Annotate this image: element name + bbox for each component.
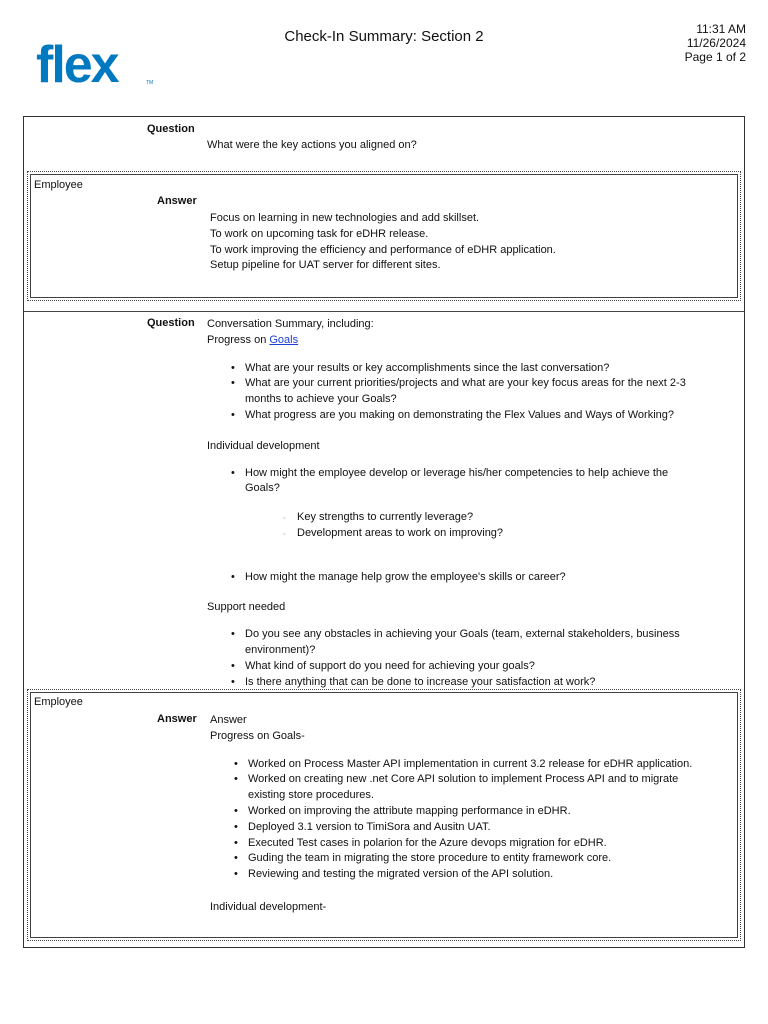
- list-item: • How might the manage help grow the employee's skills or career?: [231, 570, 686, 586]
- list-item: • What progress are you making on demonstrating the Flex Values and Ways of Working?: [231, 408, 701, 424]
- question-text: What were the key actions you aligned on?: [207, 139, 417, 151]
- goals-link[interactable]: Goals: [269, 333, 299, 346]
- section-divider: [24, 311, 744, 312]
- dev-heading: Individual development: [207, 439, 320, 452]
- print-time: 11:31 AM: [696, 22, 746, 36]
- list-item: • Worked on Process Master API implementation in current 3.2 release for eDHR application.: [234, 757, 704, 773]
- answer-text: Answer Progress on Goals- • Worked on Process Master API implementation in current 3.2 release for eDHR application. • Worked on creating new .net Core API solution to implement Process API and to migrate existing store procedures. • Worked on improving the attribute mapping performance in eDHR. • Deployed 3.1 version to TimiSora and Ausitn UAT. • Executed Test cases in polarion for the Azure devops migration for eDHR. • Guding the team in migrating the store procedure to entity framework core. • Reviewing and testing the migrated version of the API solution. Individual development-: [210, 713, 710, 916]
- print-meta: [685, 22, 746, 64]
- question-text: Conversation Summary, including: Progress on Goals • What are your results or key accomplishments since the last conversation? • What are your current priorities/projects and what are your key focus areas for the next 2-3 months to achieve your Goals? • What progress are you making on demonstrating the Flex Values and Ways of Working? Individual development • How might the employee develop or leverage his/her competencies to help achieve the Goals? ◦ Key strengths to currently leverage? ◦ Development areas to work on improving? • How might the manage help grow the employee's skills or career? Support needed • Do you see any obstacles in achieving your Goals (team, external stakeholders, business environment)? • What kind of support do you need for achieving your goals? • Is there anything that can be done to increase your satisfaction at work?: [207, 317, 707, 691]
- employee-label: Employee: [34, 179, 83, 191]
- list-item: • Reviewing and testing the migrated version of the API solution.: [234, 867, 704, 883]
- page-title: Check-In Summary: Section 2: [284, 28, 484, 45]
- list-item: • Guding the team in migrating the store procedure to entity framework core.: [234, 851, 704, 867]
- answer-bullets: [234, 757, 704, 883]
- list-item: • Worked on creating new .net Core API solution to implement Process API and to migrate existing store procedures.: [234, 772, 704, 804]
- list-item: • Executed Test cases in polarion for the Azure devops migration for eDHR.: [234, 836, 704, 852]
- support-bullets: [231, 627, 701, 690]
- svg-text:flex: flex: [36, 36, 118, 88]
- answer-text: Focus on learning in new technologies and add skillset. To work on upcoming task for eDHR release. To work improving the efficiency and performance of eDHR application. Setup pipeline for UAT server for different sites.: [210, 212, 556, 272]
- page-number: Page 1 of 2: [684, 50, 746, 64]
- list-item: • Worked on improving the attribute mapping performance in eDHR.: [234, 804, 704, 820]
- summary-frame: [23, 116, 745, 948]
- manager-bullets: [231, 570, 686, 586]
- list-item: • How might the employee develop or leverage his/her competencies to help achieve the Goals?: [231, 466, 686, 498]
- list-item: • What are your current priorities/projects and what are your key focus areas for the next 2-3 months to achieve your Goals?: [231, 376, 701, 408]
- answer-dev-heading: Individual development-: [210, 900, 327, 913]
- list-item: • Is there anything that can be done to increase your satisfaction at work?: [231, 675, 701, 691]
- question-label: Question: [147, 317, 195, 329]
- list-item: • What are your results or key accomplishments since the last conversation?: [231, 361, 701, 377]
- list-item: • What kind of support do you need for achieving your goals?: [231, 659, 701, 675]
- list-item: • Do you see any obstacles in achieving your Goals (team, external stakeholders, business environment)?: [231, 627, 701, 659]
- support-heading: Support needed: [207, 600, 286, 613]
- print-date: 11/26/2024: [686, 36, 746, 50]
- svg-text:TM: TM: [146, 80, 154, 86]
- answer-label: Answer: [157, 713, 197, 725]
- employee-label: Employee: [34, 696, 83, 708]
- progress-line: Progress on Goals: [207, 333, 299, 346]
- list-item: ◦ Development areas to work on improving?: [283, 526, 683, 542]
- answer-label: Answer: [157, 195, 197, 207]
- list-item: ◦ Key strengths to currently leverage?: [283, 510, 683, 526]
- dev-bullets: [231, 466, 686, 498]
- progress-bullets: [231, 361, 701, 424]
- dev-sub-bullets: [283, 510, 683, 542]
- question-label: Question: [147, 123, 195, 135]
- list-item: • Deployed 3.1 version to TimiSora and Ausitn UAT.: [234, 820, 704, 836]
